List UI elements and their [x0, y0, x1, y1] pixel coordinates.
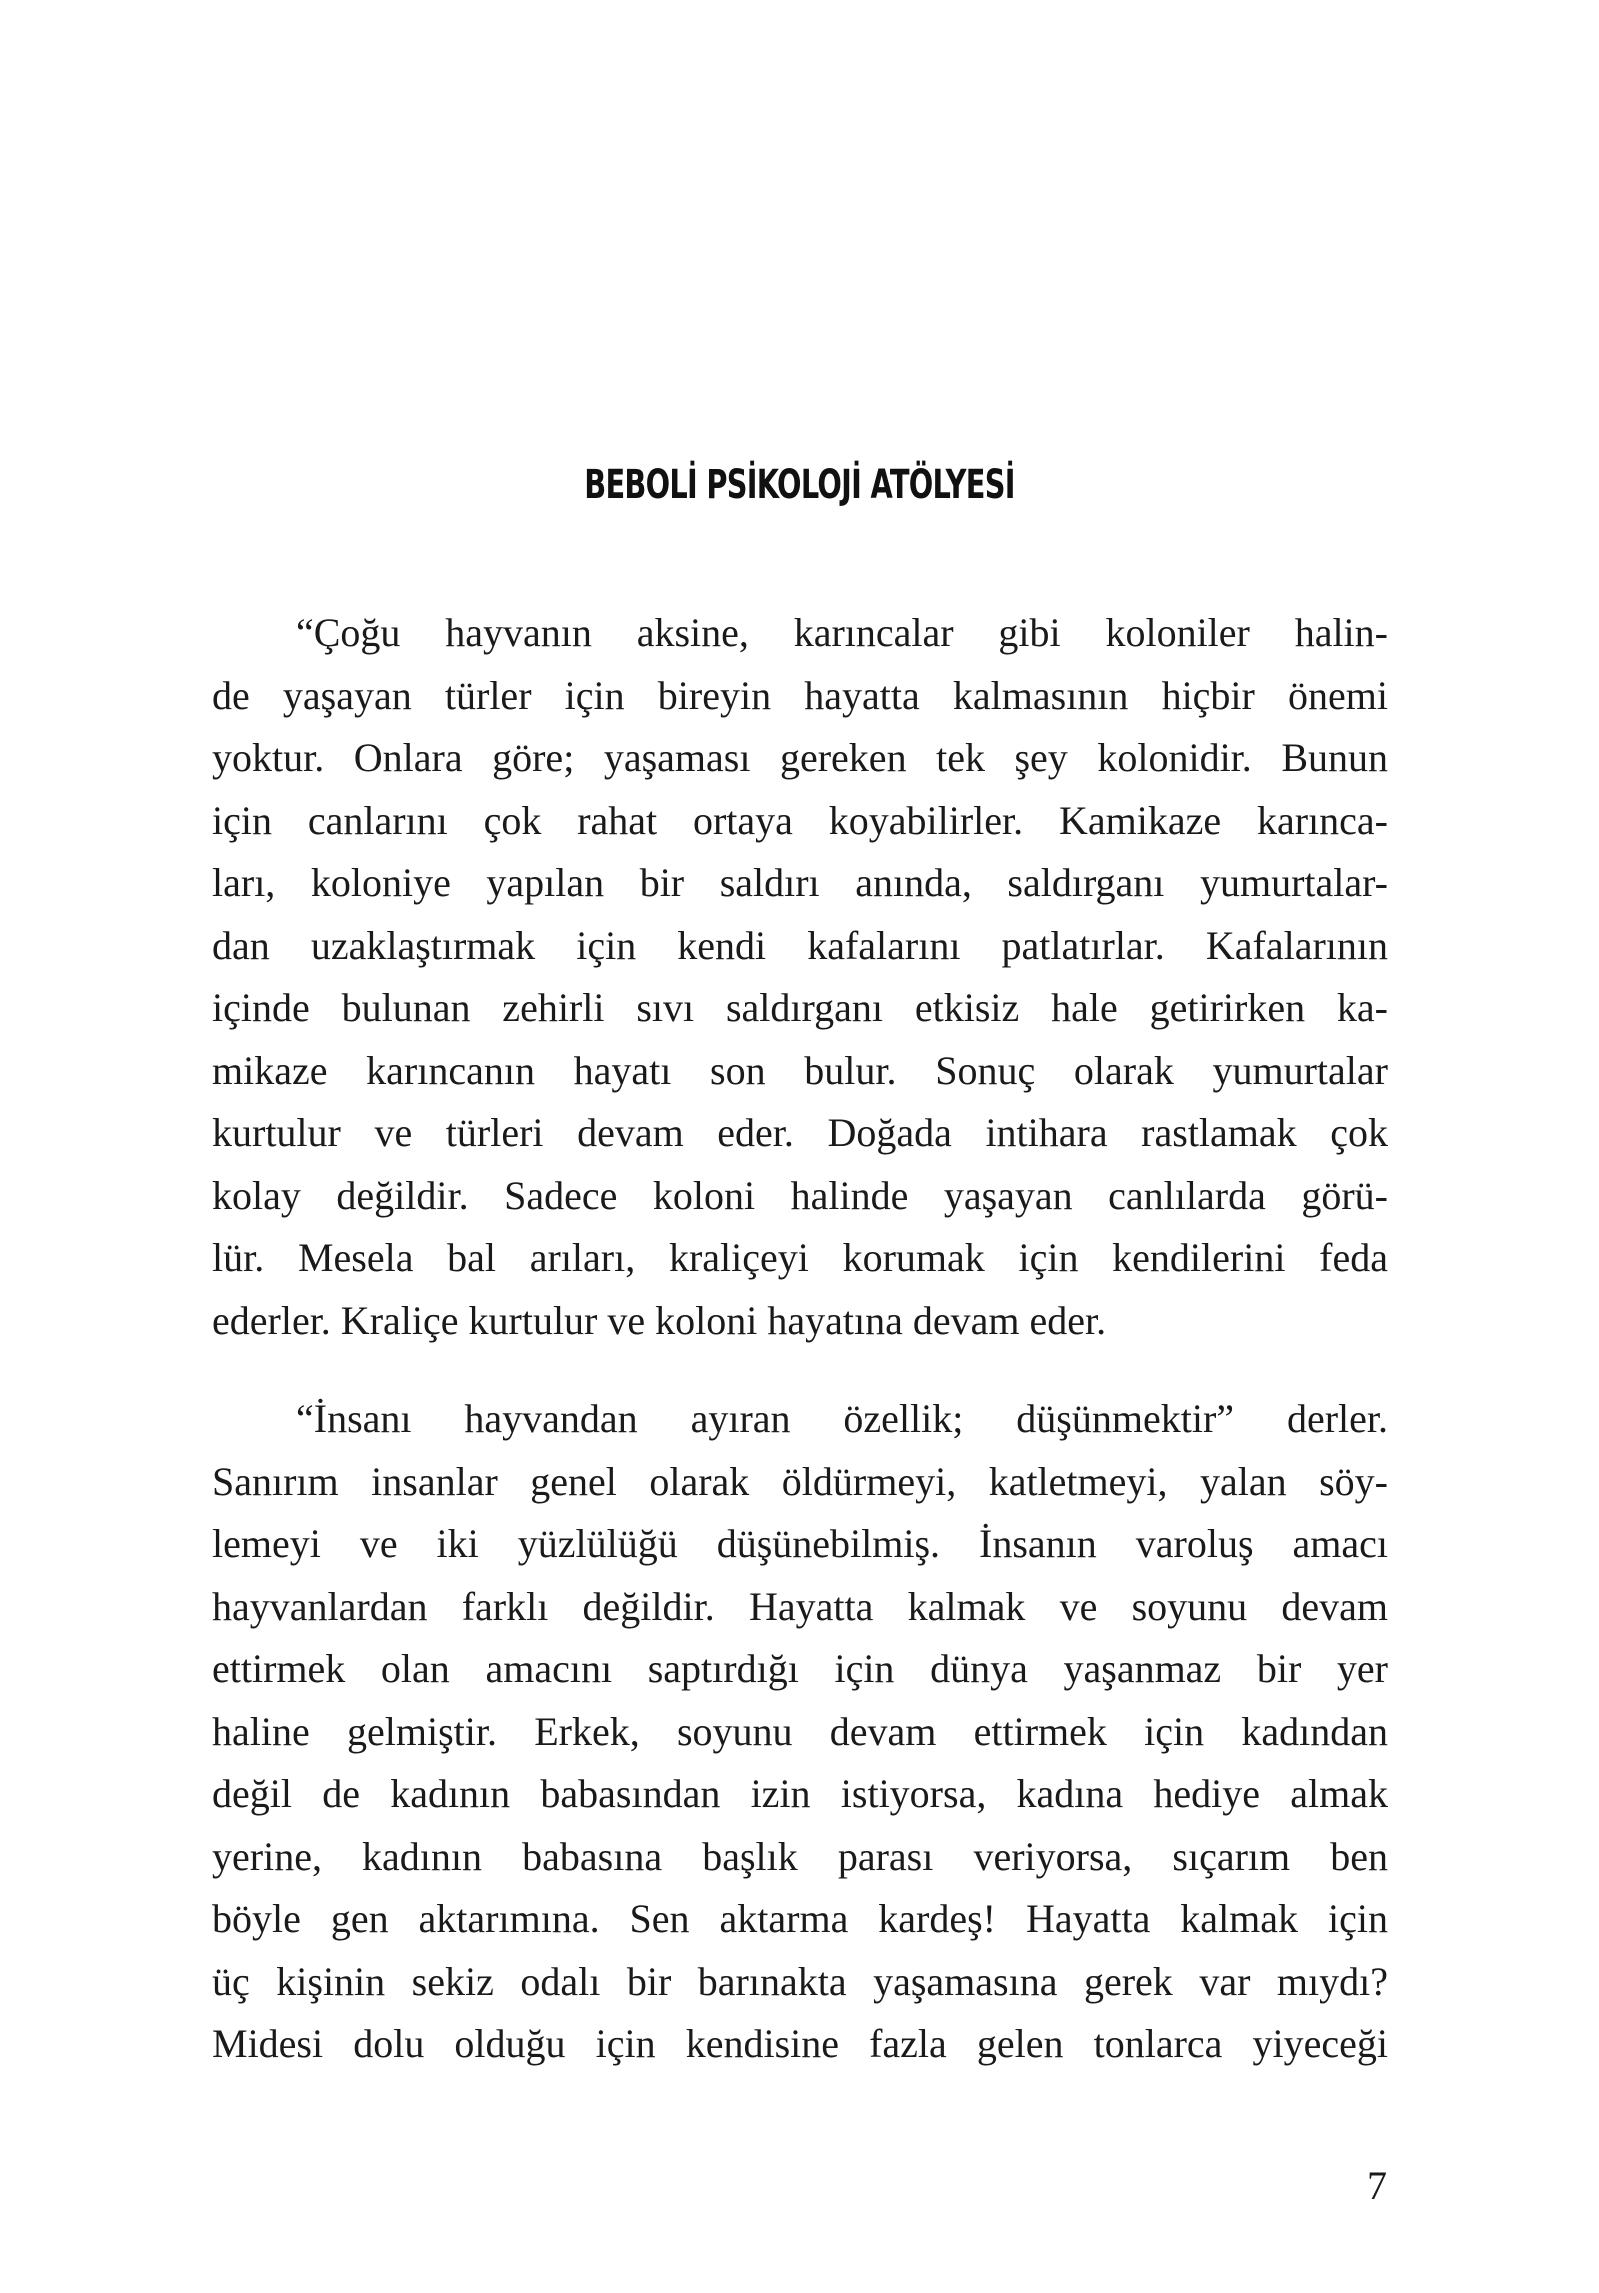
text-line: mikaze karıncanın hayatı son bulur. Sonuç olarak yumurtalar [212, 1047, 1388, 1093]
text-line: lür. Mesela bal arıları, kraliçeyi korumak için kendilerini feda [212, 1235, 1388, 1280]
text-line: yoktur. Onlara göre; yaşaması gereken tek şey kolonidir. Bunun [212, 735, 1388, 780]
running-head: BEBOLİ PSİKOLOJİ ATÖLYESİ [584, 462, 1015, 508]
text-line: ederler. Kraliçe kurtulur ve koloni hayatına devam eder. [212, 1297, 1107, 1343]
paragraph-1 [212, 602, 1388, 1352]
text-line: dan uzaklaştırmak için kendi kafalarını patlatırlar. Kafalarının [212, 922, 1388, 968]
text-line: haline gelmiştir. Erkek, soyunu devam ettirmek için kadından [212, 1708, 1388, 1754]
text-line: böyle gen aktarımına. Sen aktarma kardeş! Hayatta kalmak için [212, 1896, 1388, 1941]
text-line: için canlarını çok rahat ortaya koyabilirler. Kamikaze karınca- [212, 797, 1388, 843]
text-line: lemeyi ve iki yüzlülüğü düşünebilmiş. İnsanın varoluş amacı [212, 1521, 1388, 1566]
text-line: “İnsanı hayvandan ayıran özellik; düşünmektir” derler. [296, 1396, 1388, 1441]
text-line: ları, koloniye yapılan bir saldırı anında, saldırganı yumurtalar- [212, 860, 1388, 905]
text-line: hayvanlardan farklı değildir. Hayatta kalmak ve soyunu devam [212, 1583, 1388, 1629]
text-line: “Çoğu hayvanın aksine, karıncalar gibi koloniler halin- [296, 610, 1388, 655]
text-line: Midesi dolu olduğu için kendisine fazla gelen tonlarca yiyeceği [212, 2021, 1388, 2066]
text-line: kolay değildir. Sadece koloni halinde yaşayan canlılarda görü- [212, 1172, 1388, 1218]
text-line: içinde bulunan zehirli sıvı saldırganı etkisiz hale getirirken ka- [212, 985, 1388, 1030]
body-text [212, 602, 1388, 2076]
text-line: de yaşayan türler için bireyin hayatta kalmasının hiçbir önemi [212, 672, 1388, 718]
text-line: üç kişinin sekiz odalı bir barınakta yaşamasına gerek var mıydı? [212, 1958, 1388, 2004]
paragraph-2 [212, 1388, 1388, 2076]
page-number: 7 [1367, 2163, 1387, 2208]
text-line: değil de kadının babasından izin istiyorsa, kadına hediye almak [212, 1771, 1388, 1816]
text-line: Sanırım insanlar genel olarak öldürmeyi, katletmeyi, yalan söy- [212, 1458, 1388, 1504]
text-line: ettirmek olan amacını saptırdığı için dünya yaşanmaz bir yer [212, 1646, 1388, 1691]
text-line: kurtulur ve türleri devam eder. Doğada intihara rastlamak çok [212, 1110, 1388, 1155]
text-line: yerine, kadının babasına başlık parası veriyorsa, sıçarım ben [212, 1833, 1388, 1879]
